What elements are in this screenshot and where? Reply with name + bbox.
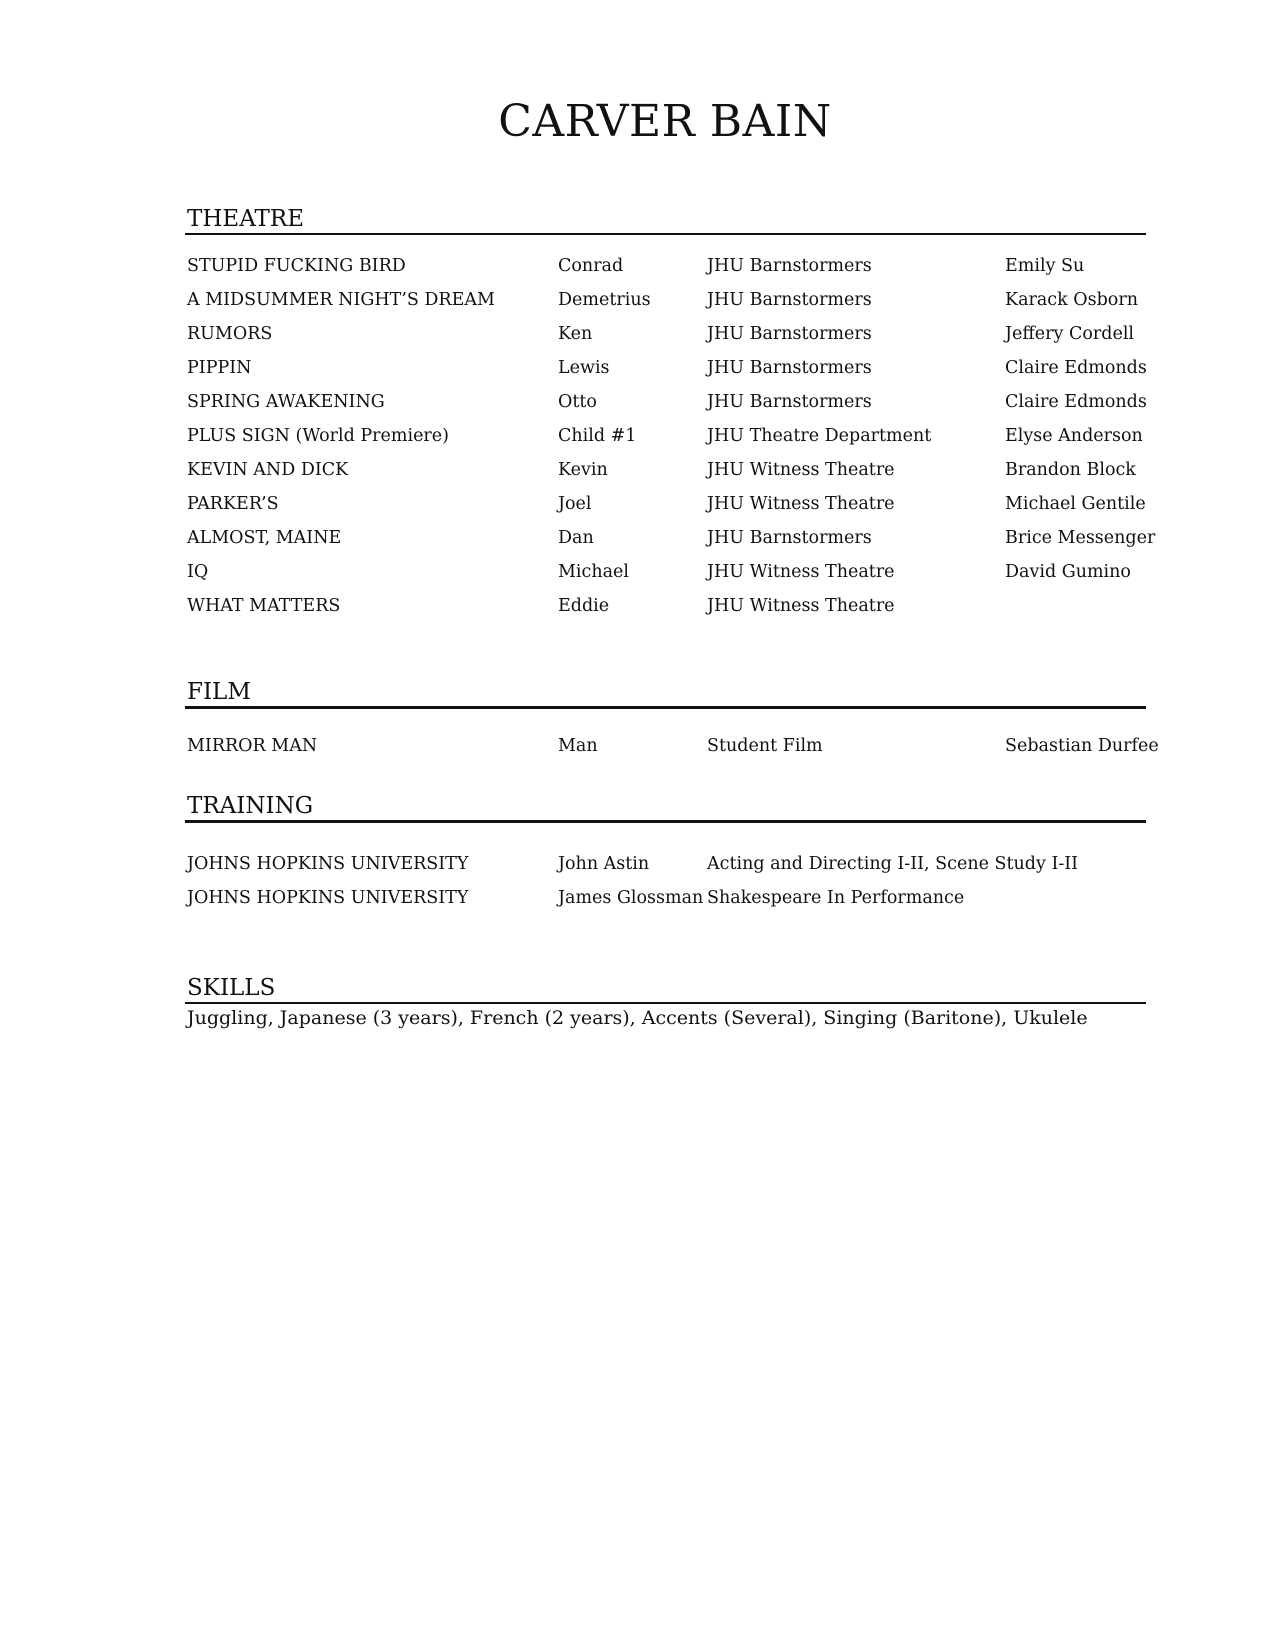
training-heading: TRAINING	[185, 792, 1146, 823]
role: Demetrius	[558, 290, 651, 310]
courses: Shakespeare In Performance	[707, 888, 965, 908]
theatre-row	[185, 555, 1146, 589]
director: Brandon Block	[1005, 460, 1136, 480]
role: Ken	[558, 324, 593, 344]
theatre-row	[185, 419, 1146, 453]
director: Michael Gentile	[1005, 494, 1146, 514]
film-title: MIRROR MAN	[187, 736, 318, 756]
role: Dan	[558, 528, 594, 548]
show-title: STUPID FUCKING BIRD	[187, 256, 406, 276]
director: Claire Edmonds	[1005, 358, 1147, 378]
film-heading: FILM	[185, 678, 1146, 709]
theatre-row	[185, 453, 1146, 487]
theatre-row	[185, 351, 1146, 385]
company: JHU Barnstormers	[707, 290, 872, 310]
company: JHU Witness Theatre	[707, 494, 895, 514]
role: Eddie	[558, 596, 610, 616]
theatre-row	[185, 589, 1146, 623]
instructor: John Astin	[558, 854, 650, 874]
theatre-row	[185, 249, 1146, 283]
show-title: A MIDSUMMER NIGHT’S DREAM	[187, 290, 495, 310]
company: JHU Witness Theatre	[707, 562, 895, 582]
instructor: James Glossman	[558, 888, 704, 908]
show-title: IQ	[187, 562, 209, 582]
theatre-row	[185, 521, 1156, 555]
film-section	[185, 678, 1159, 763]
training-list	[185, 847, 1146, 915]
show-title: SPRING AWAKENING	[187, 392, 385, 412]
theatre-row	[185, 385, 1146, 419]
company: JHU Witness Theatre	[707, 596, 895, 616]
role: Joel	[558, 494, 592, 514]
company: JHU Barnstormers	[707, 392, 872, 412]
skills-section	[185, 974, 1146, 1032]
theatre-section	[185, 205, 1156, 623]
company: JHU Barnstormers	[707, 324, 872, 344]
company: JHU Barnstormers	[707, 358, 872, 378]
role: Michael	[558, 562, 629, 582]
role: Kevin	[558, 460, 608, 480]
training-row	[185, 881, 1146, 915]
show-title: WHAT MATTERS	[187, 596, 341, 616]
theatre-list	[185, 249, 1156, 623]
show-title: PARKER’S	[187, 494, 279, 514]
director: David Gumino	[1005, 562, 1131, 582]
director: Brice Messenger	[1005, 528, 1156, 548]
director: Karack Osborn	[1005, 290, 1138, 310]
director: Jeffery Cordell	[1005, 324, 1135, 344]
school: JOHNS HOPKINS UNIVERSITY	[187, 888, 469, 908]
director: Claire Edmonds	[1005, 392, 1147, 412]
skills-heading: SKILLS	[185, 974, 1146, 1004]
show-title: RUMORS	[187, 324, 273, 344]
theatre-row	[185, 487, 1146, 521]
show-title: PIPPIN	[187, 358, 252, 378]
film-list	[185, 729, 1159, 763]
school: JOHNS HOPKINS UNIVERSITY	[187, 854, 469, 874]
skills-list: Juggling, Japanese (3 years), French (2 years), Accents (Several), Singing (Baritone), Ukulele	[187, 1007, 1088, 1029]
director: Emily Su	[1005, 256, 1085, 276]
role: Otto	[558, 392, 597, 412]
show-title: KEVIN AND DICK	[187, 460, 349, 480]
role: Child #1	[558, 426, 637, 446]
role: Man	[558, 736, 598, 756]
role: Lewis	[558, 358, 610, 378]
theatre-heading: THEATRE	[185, 205, 1146, 235]
company: JHU Theatre Department	[707, 426, 932, 446]
resume-name: CARVER BAIN	[498, 96, 832, 147]
production: Student Film	[707, 736, 823, 756]
theatre-row	[185, 317, 1146, 351]
company: JHU Barnstormers	[707, 528, 872, 548]
theatre-row	[185, 283, 1146, 317]
courses: Acting and Directing I-II, Scene Study I-II	[707, 854, 1079, 874]
director: Elyse Anderson	[1005, 426, 1143, 446]
company: JHU Barnstormers	[707, 256, 872, 276]
company: JHU Witness Theatre	[707, 460, 895, 480]
role: Conrad	[558, 256, 624, 276]
training-section	[185, 792, 1146, 915]
director: Sebastian Durfee	[1005, 736, 1159, 756]
training-row	[185, 847, 1146, 881]
show-title: PLUS SIGN (World Premiere)	[187, 426, 449, 446]
show-title: ALMOST, MAINE	[187, 528, 342, 548]
film-row	[185, 729, 1159, 763]
